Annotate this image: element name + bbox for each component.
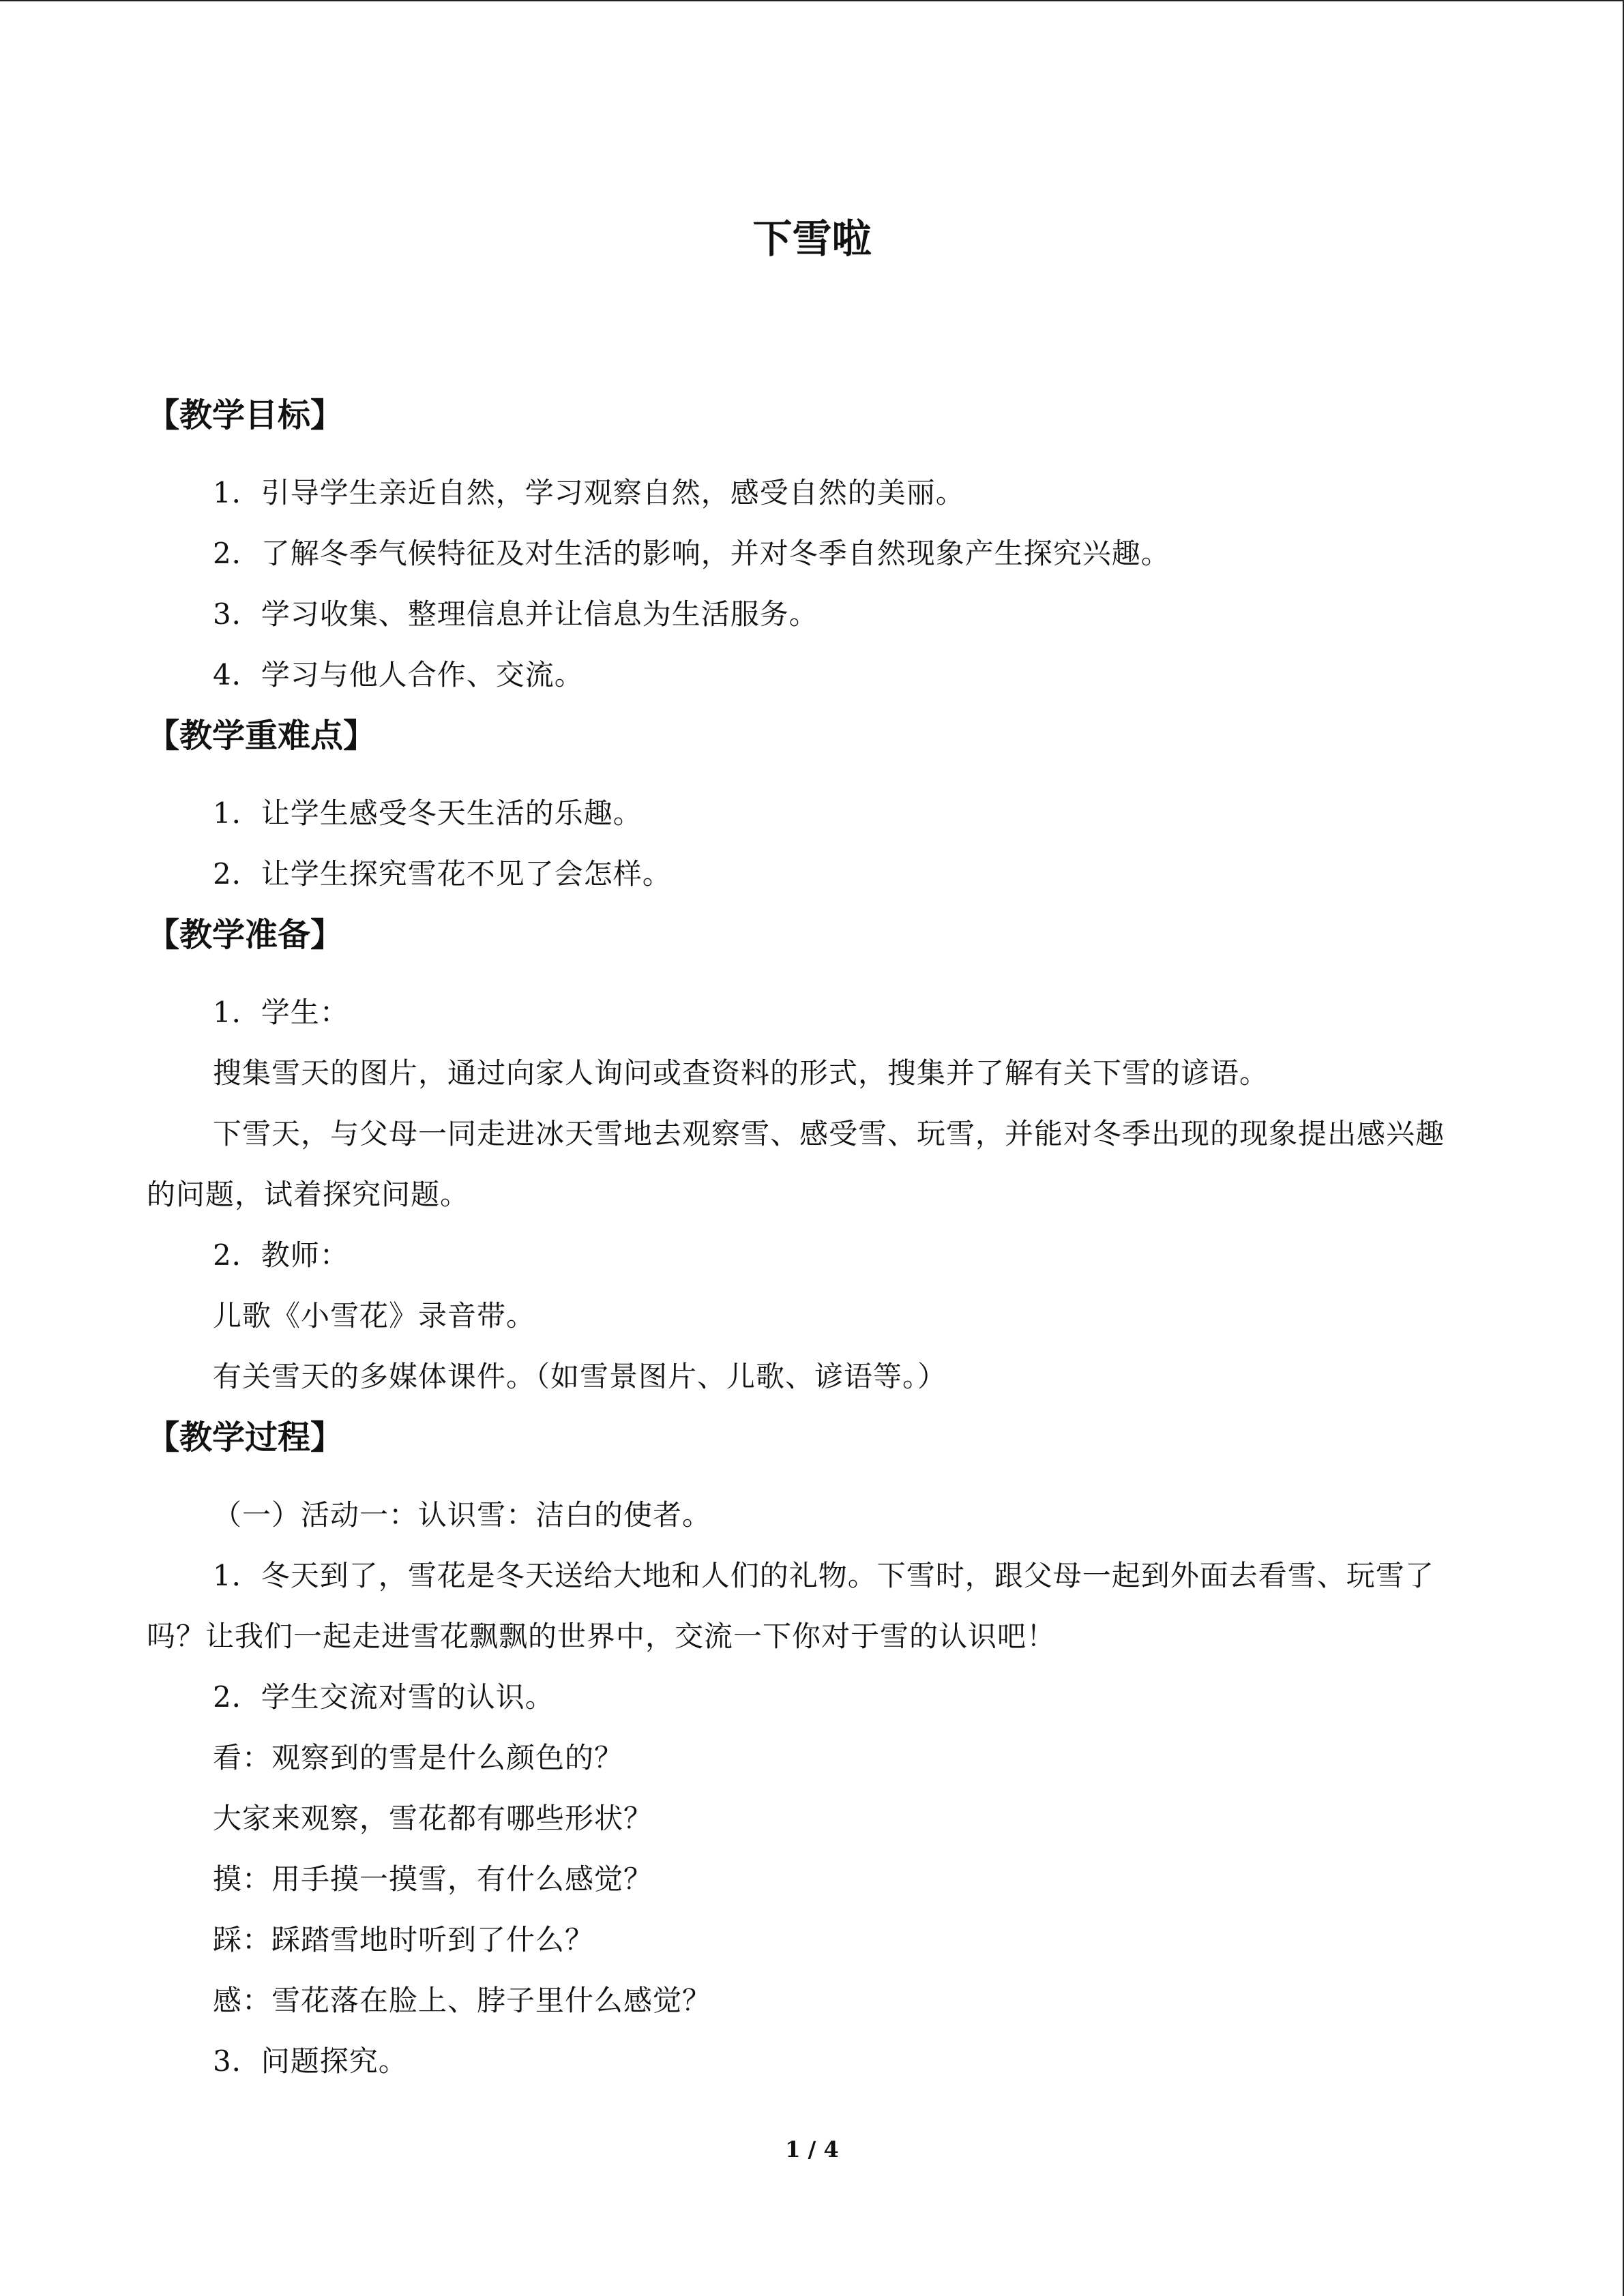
paragraph: 1．引导学生亲近自然，学习观察自然，感受自然的美丽。 [213,476,965,509]
paragraph: 2．学生交流对雪的认识。 [213,1680,555,1714]
paragraph: 1．学生： [213,996,349,1029]
document-title: 下雪啦 [752,215,872,262]
paragraph: 1．让学生感受冬天生活的乐趣。 [213,796,643,830]
paragraph: 搜集雪天的图片，通过向家人询问或查资料的形式，搜集并了解有关下雪的谚语。 [213,1056,1269,1090]
paragraph: （一）活动一：认识雪：洁白的使者。 [213,1498,712,1532]
paragraph: 2．了解冬季气候特征及对生活的影响，并对冬季自然现象产生探究兴趣。 [213,537,1170,570]
paragraph: 下雪天，与父母一同走进冰天雪地去观察雪、感受雪、玩雪，并能对冬季出现的现象提出感兴趣的问题，试着探究问题。 [147,1117,1445,1211]
document-body [147,385,1460,2091]
section-preparation [147,904,1460,1407]
paragraph: 2．让学生探究雪花不见了会怎样。 [213,857,672,891]
section-key-difficulties [147,705,1460,904]
paragraph: 有关雪天的多媒体课件。（如雪景图片、儿歌、谚语等。） [213,1360,947,1393]
paragraph: 2．教师： [213,1238,349,1272]
paragraph: 看：观察到的雪是什么颜色的？ [213,1741,624,1774]
section-heading: 【教学准备】 [147,916,344,954]
section-teaching-process [147,1407,1460,2091]
paragraph: 3．问题探究。 [213,2044,408,2078]
paragraph: 3．学习收集、整理信息并让信息为生活服务。 [213,597,818,631]
section-heading: 【教学重难点】 [147,717,377,755]
paragraph: 1．冬天到了，雪花是冬天送给大地和人们的礼物。下雪时，跟父母一起到外面去看雪、玩雪了吗？让我们一起走进雪花飘飘的世界中，交流一下你对于雪的认识吧！ [147,1559,1434,1653]
section-teaching-goals [147,385,1460,705]
paragraph: 摸：用手摸一摸雪，有什么感觉？ [213,1862,653,1896]
section-heading: 【教学目标】 [147,396,344,434]
paragraph: 感：雪花落在脸上、脖子里什么感觉？ [213,1984,712,2017]
paragraph: 儿歌《小雪花》录音带。 [213,1299,536,1332]
section-heading: 【教学过程】 [147,1418,344,1457]
paragraph: 踩：踩踏雪地时听到了什么？ [213,1923,595,1956]
paragraph: 大家来观察，雪花都有哪些形状？ [213,1802,653,1835]
page-number: 1 / 4 [785,2136,839,2162]
paragraph: 4．学习与他人合作、交流。 [213,658,584,691]
